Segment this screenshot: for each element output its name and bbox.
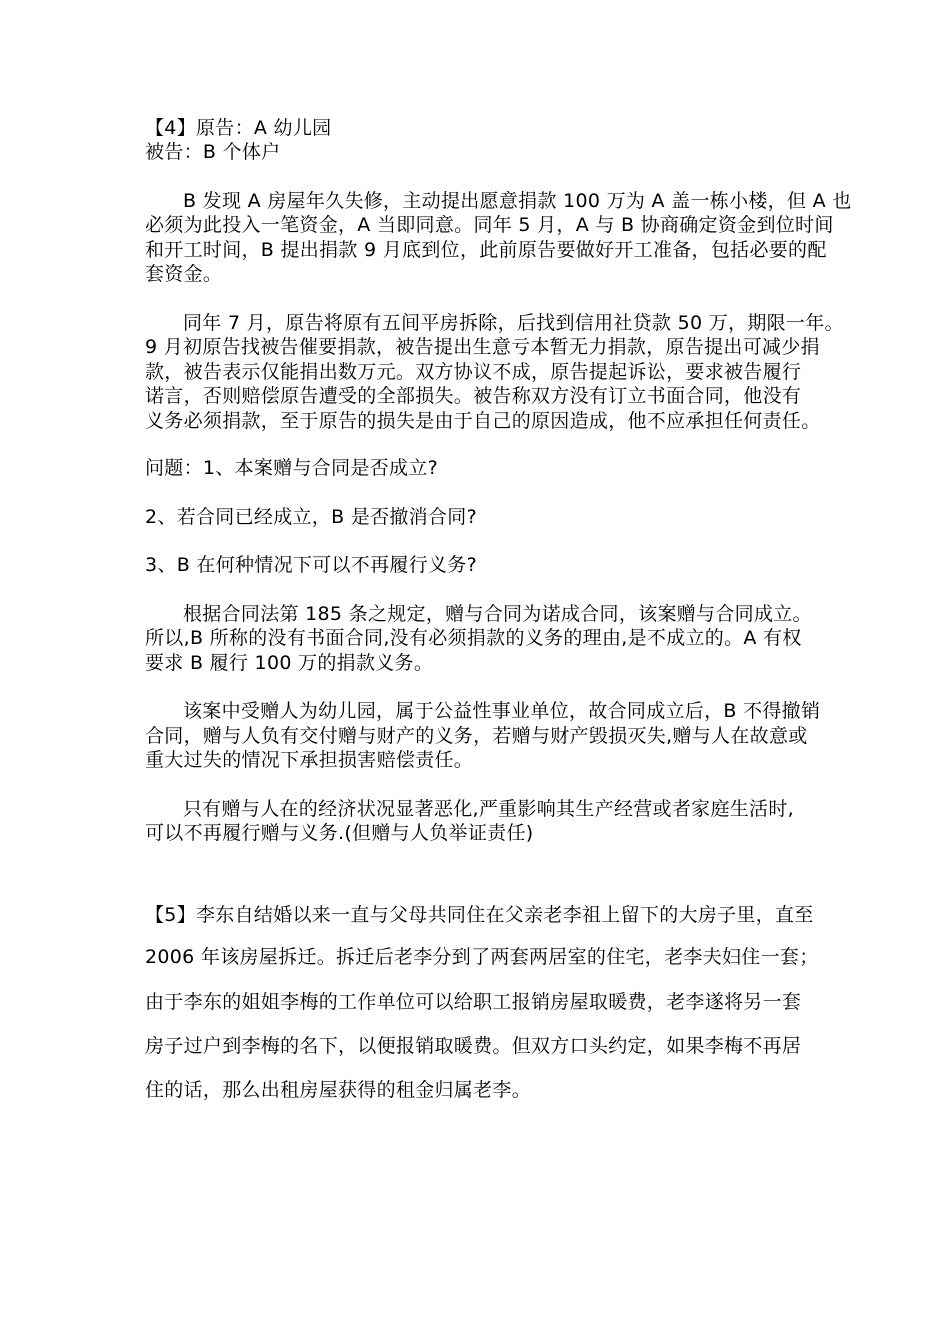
case4-para2-line: 诺言，否则赔偿原告遭受的全部损失。被告称双方没有订立书面合同，他没有 — [145, 385, 802, 407]
answer1-line: 要求 B 履行 100 万的捐款义务。 — [145, 652, 434, 674]
case4-defendant: 被告：B 个体户 — [145, 141, 281, 163]
case5-line: 由于李东的姐姐李梅的工作单位可以给职工报销房屋取暖费，老李遂将另一套 — [145, 991, 802, 1013]
case4-para1-line: 和开工时间，B 提出捐款 9 月底到位，此前原告要做好开工准备，包括必要的配 — [145, 239, 827, 261]
answer2-line: 重大过失的情况下承担损害赔偿责任。 — [145, 749, 474, 771]
case5-line: 房子过户到李梅的名下，以便报销取暖费。但双方口头约定，如果李梅不再居 — [145, 1035, 802, 1057]
question-2: 2、若合同已经成立，B 是否撤消合同? — [145, 506, 477, 528]
answer3-line: 只有赠与人在的经济状况显著恶化,严重影响其生产经营或者家庭生活时, — [183, 798, 794, 820]
answer2-line: 合同，赠与人负有交付赠与财产的义务，若赠与财产毁损灭失,赠与人在故意或 — [145, 725, 808, 747]
case5-line: 【5】李东自结婚以来一直与父母共同住在父亲老李祖上留下的大房子里，直至 — [145, 904, 814, 926]
case5-line: 住的话，那么出租房屋获得的租金归属老李。 — [145, 1079, 532, 1101]
case4-plaintiff: 【4】原告：A 幼儿园 — [145, 117, 332, 139]
answer3-line: 可以不再履行赠与义务.(但赠与人负举证责任) — [145, 822, 534, 844]
question-1: 问题：1、本案赠与合同是否成立? — [145, 457, 438, 479]
case4-para1-line: B 发现 A 房屋年久失修，主动提出愿意捐款 100 万为 A 盖一栋小楼，但 A 也 — [183, 190, 852, 212]
case4-para2-line: 9 月初原告找被告催要捐款，被告提出生意亏本暂无力捐款，原告提出可减少捐 — [145, 336, 820, 358]
case5-line: 2006 年该房屋拆迁。拆迁后老李分到了两套两居室的住宅，老李夫妇住一套； — [145, 946, 819, 968]
answer1-line: 根据合同法第 185 条之规定，赠与合同为诺成合同，该案赠与合同成立。 — [183, 603, 812, 625]
case4-para2-line: 同年 7 月，原告将原有五间平房拆除，后找到信用社贷款 50 万，期限一年。 — [183, 312, 844, 334]
answer1-line: 所以,B 所称的没有书面合同,没有必须捐款的义务的理由,是不成立的。A 有权 — [145, 627, 802, 649]
case4-para1-line: 必须为此投入一笔资金，A 当即同意。同年 5 月，A 与 B 协商确定资金到位时间 — [145, 214, 834, 236]
answer2-line: 该案中受赠人为幼儿园，属于公益性事业单位，故合同成立后，B 不得撤销 — [183, 700, 821, 722]
case4-para1-line: 套资金。 — [145, 263, 223, 285]
case4-para2-line: 义务必须捐款，至于原告的损失是由于自己的原因造成，他不应承担任何责任。 — [145, 410, 821, 432]
case4-para2-line: 款，被告表示仅能捐出数万元。双方协议不成，原告提起诉讼，要求被告履行 — [145, 361, 802, 383]
question-3: 3、B 在何种情况下可以不再履行义务? — [145, 554, 477, 576]
